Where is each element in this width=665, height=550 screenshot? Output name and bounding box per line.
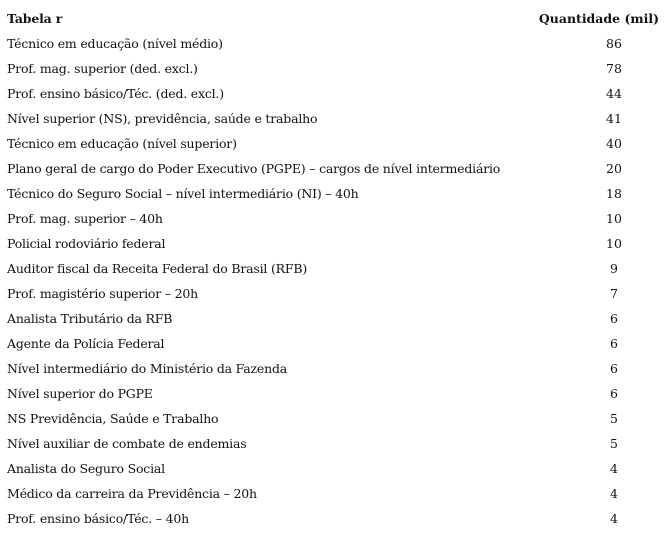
table-row [7,331,659,356]
table-row [7,181,659,206]
row-label: Analista Tributário da RFB [7,311,173,326]
table-row [7,81,659,106]
table-row [7,456,659,481]
row-value: 10 [606,211,622,226]
row-value: 5 [610,411,618,426]
data-table [7,6,659,531]
row-label: Nível intermediário do Ministério da Fazenda [7,361,288,376]
row-value: 4 [610,486,618,501]
row-value: 41 [606,111,622,126]
row-value: 78 [606,61,622,76]
table-header [7,6,659,31]
row-value: 6 [610,386,618,401]
table-row [7,356,659,381]
table-row [7,56,659,81]
row-label: Técnico em educação (nível superior) [7,136,237,151]
row-value: 5 [610,436,618,451]
row-value: 18 [606,186,622,201]
row-value: 9 [610,261,618,276]
table-row [7,481,659,506]
row-label: Nível superior (NS), previdência, saúde e trabalho [7,111,318,126]
table-row [7,206,659,231]
table-row [7,231,659,256]
row-value: 6 [610,336,618,351]
row-label: Médico da carreira da Previdência – 20h [7,486,257,501]
row-value: 86 [606,36,622,51]
table-row [7,431,659,456]
row-value: 40 [606,136,622,151]
row-label: Auditor fiscal da Receita Federal do Brasil (RFB) [7,261,308,276]
row-value: 7 [610,286,618,301]
row-label: Plano geral de cargo do Poder Executivo (PGPE) – cargos de nível intermediário [7,161,501,176]
table-body [7,31,659,531]
table-row [7,306,659,331]
row-label: Policial rodoviário federal [7,236,166,251]
row-value: 10 [606,236,622,251]
row-label: Técnico do Seguro Social – nível intermediário (NI) – 40h [7,186,359,201]
table-row [7,156,659,181]
table-row [7,131,659,156]
table-row [7,281,659,306]
row-label: Técnico em educação (nível médio) [7,36,223,51]
table-row [7,31,659,56]
row-value: 6 [610,311,618,326]
row-label: Prof. mag. superior – 40h [7,211,163,226]
table-row [7,106,659,131]
table-row [7,406,659,431]
row-value: 6 [610,361,618,376]
row-label: Prof. magistério superior – 20h [7,286,198,301]
row-label: Prof. mag. superior (ded. excl.) [7,61,198,76]
row-label: Prof. ensino básico/Téc. (ded. excl.) [7,86,224,101]
row-label: Agente da Polícia Federal [7,336,165,351]
table-row [7,506,659,531]
row-label: NS Previdência, Saúde e Trabalho [7,411,219,426]
row-label: Prof. ensino básico/Téc. – 40h [7,511,189,526]
table-row [7,256,659,281]
row-label: Analista do Seguro Social [7,461,165,476]
table-row [7,381,659,406]
row-label: Nível superior do PGPE [7,386,153,401]
row-value: 4 [610,461,618,476]
value-column-header: Quantidade (mil) [538,11,659,26]
table-title: Tabela r [7,11,63,26]
row-value: 44 [606,86,622,101]
row-label: Nível auxiliar de combate de endemias [7,436,247,451]
row-value: 20 [606,161,622,176]
row-value: 4 [610,511,618,526]
